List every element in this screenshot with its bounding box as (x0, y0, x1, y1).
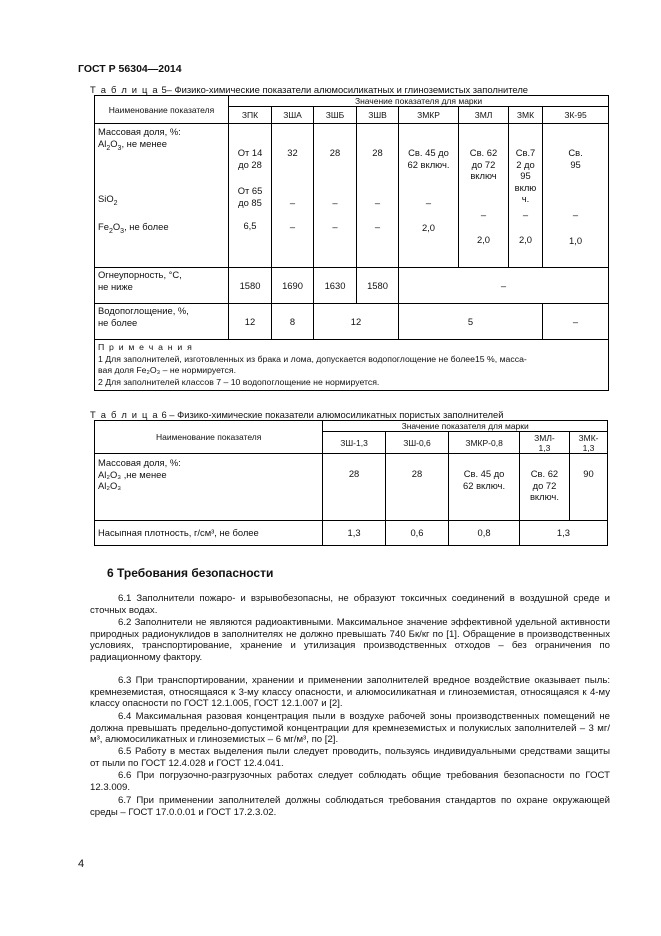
note-1: 1 Для заполнителей, изготовленных из брака и лома, допускается водопоглощение не более15 %, масса- (98, 353, 527, 364)
table5-cell: 5 (399, 304, 543, 340)
table6-caption-text: 6 – Физико-химические показатели алюмосиликатных пористых заполнителей (158, 409, 504, 420)
table5-caption-prefix: Т а б л и ц а (90, 84, 159, 95)
table5-cell: Св. 45 до 62 включ. – 2,0 (399, 124, 459, 268)
table5-cell: 8 (272, 304, 314, 340)
table5-row-label: Водопоглощение, %, не более (95, 304, 229, 340)
table5-cell: 28 – – (357, 124, 399, 268)
table5-notes-cell (95, 340, 609, 391)
table6-row-label: Насыпная плотность, г/см³, не более (95, 521, 323, 546)
table6-mark-header: ЗМКР-0,8 (449, 432, 520, 454)
table5-caption-text: 5– Физико-химические показатели алюмосиликатных и глиноземистых заполнителе (158, 84, 529, 95)
table6-mark-header: ЗШ-0,6 (385, 432, 448, 454)
table5-row-refractoriness (95, 268, 609, 304)
table5-mark-header: ЗПК (229, 107, 272, 124)
table6-cell: 0,8 (449, 521, 520, 546)
table5-mark-header: ЗША (272, 107, 314, 124)
table6-mark-header: ЗМЛ- 1,3 (519, 432, 569, 454)
table5-mark-header: ЗМКР (399, 107, 459, 124)
table5-row-water-absorption (95, 304, 609, 340)
table6-group-header: Значение показателя для марки (323, 421, 608, 432)
table6-col-name-header: Наименование показателя (95, 421, 323, 454)
paragraph-6-3: 6.3 При транспортировании, хранении и применении заполнителей вредное воздействие оказывает пыль: кремнеземистая, относящаяся к 3-му классу опасности, и алюмосиликатная и глиноземистая, относящаяся к 4-му классу опасности по ГОСТ 12.1.005, ГОСТ 12.1.007 и [2]. (90, 675, 610, 710)
paragraph-6-7: 6.7 При применении заполнителей должны соблюдаться требования стандартов по охране окружающей среды – ГОСТ 17.0.0.01 и ГОСТ 17.2.3.02. (90, 795, 610, 818)
table6-row-label: Массовая доля, %: Al₂O₃ ,не менее Al₂O₃ (95, 454, 323, 521)
table5-cell: От 14 до 28 От 65 до 85 6,5 (229, 124, 272, 268)
table5-cell: 12 (314, 304, 399, 340)
table5-cell: – (543, 304, 609, 340)
table5-mark-header: ЗМЛ (459, 107, 509, 124)
table6-cell: 1,3 (519, 521, 607, 546)
table6-caption-prefix: Т а б л и ц а (90, 409, 159, 420)
table5-cell: 1580 (357, 268, 399, 304)
table5-cell: 32 – – (272, 124, 314, 268)
table5-notes (95, 340, 609, 391)
table6-caption (90, 409, 503, 420)
note-1-cont: вая доля Fe₂O₃ – не нормируется. (98, 365, 237, 375)
paragraph-6-1: 6.1 Заполнители пожаро- и взрывобезопасны, не образуют токсичных соединений в воздушной среде и сточных водах. (90, 593, 610, 616)
table5 (94, 95, 609, 391)
table6-cell: 0,6 (385, 521, 448, 546)
table5-row-chemical (95, 124, 609, 268)
table5-col-name-header: Наименование показателя (95, 96, 229, 124)
table6-cell: 28 (385, 454, 448, 521)
table5-mark-header: ЗШБ (314, 107, 357, 124)
table5-cell: 1630 (314, 268, 357, 304)
table5-cell: Св.7 2 до 95 вклю ч. – 2,0 (509, 124, 543, 268)
table6-cell: 28 (323, 454, 385, 521)
table5-row-label: Массовая доля, %: $Al_2O_3$, не менее SiO$_2$ $Fe_2O_3$, не более (95, 124, 229, 268)
table5-cell: – (399, 268, 609, 304)
paragraph-6-5: 6.5 Работу в местах выделения пыли следует проводить, пользуясь индивидуальными средствами защиты от пыли по ГОСТ 12.4.028 и ГОСТ 12.4.041. (90, 746, 610, 769)
table5-row-label: Огнеупорность, °С, не ниже (95, 268, 229, 304)
table5-cell: Св. 95 – 1,0 (543, 124, 609, 268)
paragraph-6-2: 6.2 Заполнители не являются радиоактивными. Максимальное значение эффективной удельной активности природных радионуклидов в заполнителях не должно превышать 740 Бк/кг по [1]. Обращение в производственных условиях, транспортирование, хранение и утилизация производственных отходов – без ограничения по радиационному фактору. (90, 617, 610, 663)
table5-mark-header: ЗШВ (357, 107, 399, 124)
paragraph-6-6: 6.6 При погрузочно-разгрузочных работах следует соблюдать общие требования безопасности по ГОСТ 12.3.009. (90, 770, 610, 793)
table5-mark-header: ЗМК (509, 107, 543, 124)
table6-row-density (95, 521, 608, 546)
table5-mark-header: ЗК-95 (543, 107, 609, 124)
table6 (94, 420, 608, 546)
table5-cell: Св. 62 до 72 включ – 2,0 (459, 124, 509, 268)
table5-cell: 28 – – (314, 124, 357, 268)
table6-cell: Св. 62 до 72 включ. (519, 454, 569, 521)
section-title: 6 Требования безопасности (107, 566, 274, 580)
table6-cell: 1,3 (323, 521, 385, 546)
note-2: 2 Для заполнителей классов 7 – 10 водопоглощение не нормируется. (98, 376, 380, 387)
table5-cell: 1690 (272, 268, 314, 304)
table6-cell: Св. 45 до 62 включ. (449, 454, 520, 521)
table5-caption (90, 84, 528, 95)
paragraph-6-4: 6.4 Максимальная разовая концентрация пыли в воздухе рабочей зоны производственных помещений не должна превышать предельно-допустимой концентрации для кремнеземистых и полукислых заполнителей – 3 мг/м³, алюмосиликатных и глиноземистых – 6 мг/м³, по [2]. (90, 711, 610, 746)
table6-mark-header: ЗШ-1,3 (323, 432, 385, 454)
table6-mark-header: ЗМК- 1,3 (570, 432, 608, 454)
table5-group-header: Значение показателя для марки (229, 96, 609, 107)
table5-cell: 12 (229, 304, 272, 340)
notes-title: П р и м е ч а н и я (98, 342, 193, 352)
table5-cell: 1580 (229, 268, 272, 304)
table6-row-chemical (95, 454, 608, 521)
table6-cell: 90 (570, 454, 608, 521)
page-number: 4 (78, 858, 85, 870)
document-header: ГОСТ Р 56304—2014 (78, 63, 182, 75)
